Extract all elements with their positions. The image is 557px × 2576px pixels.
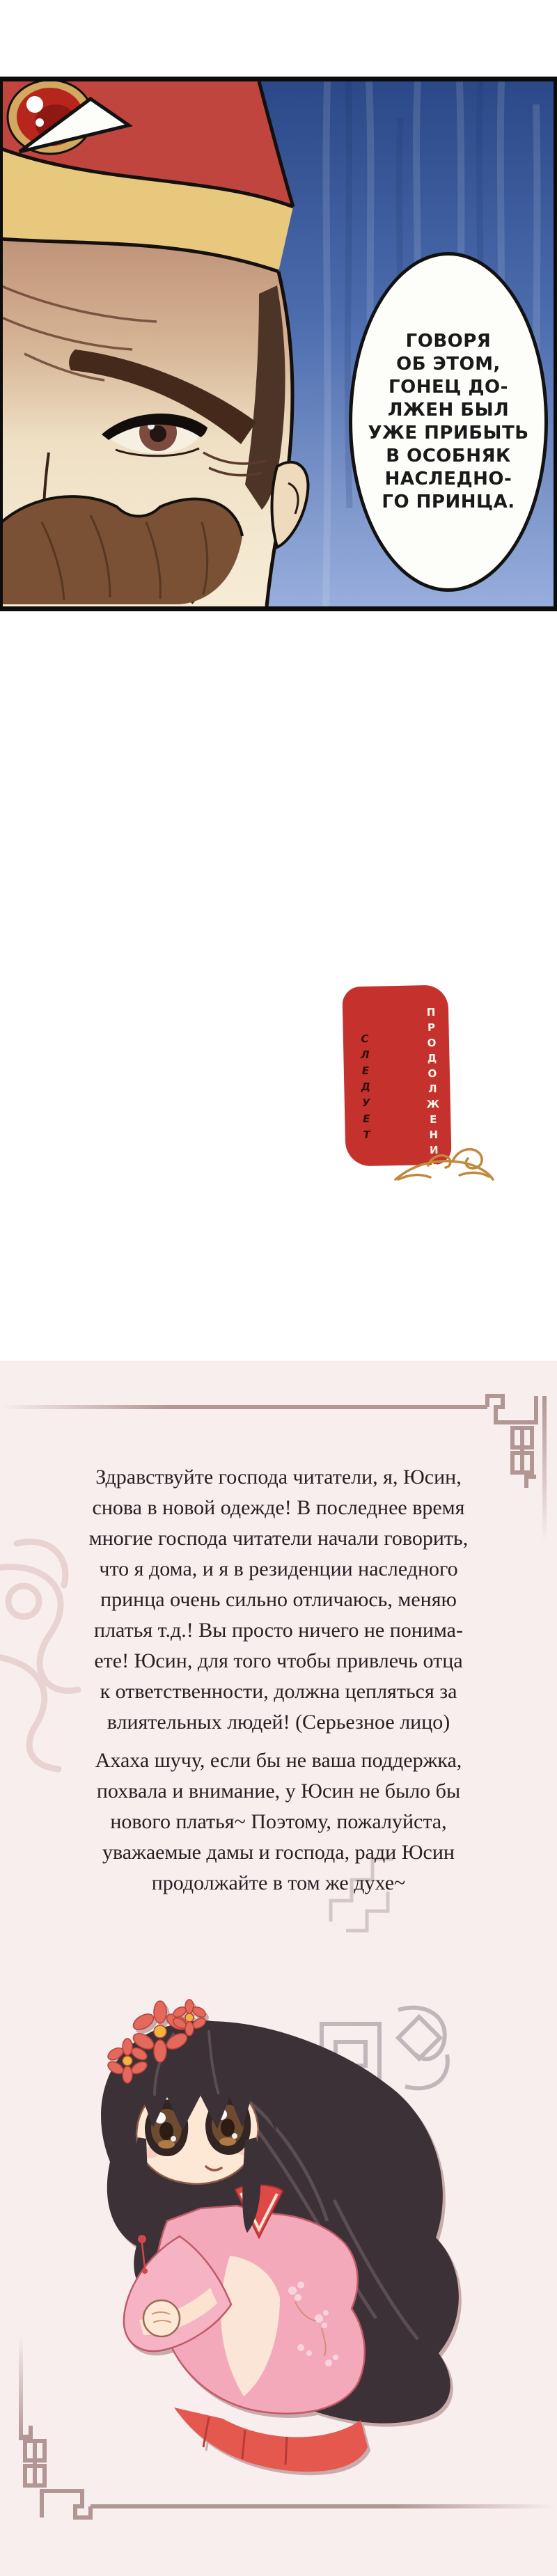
note-line: ете! Юсин, для того чтобы привлечь отца bbox=[94, 1649, 463, 1672]
speech-bubble-line: В ОСОБНЯК bbox=[386, 446, 511, 466]
note-line: многие господа читатели начали говорить, bbox=[88, 1527, 469, 1550]
speech-bubble bbox=[349, 252, 548, 592]
comic-panel bbox=[0, 77, 557, 611]
note-line: платья т.д.! Вы просто ничего не понима- bbox=[94, 1619, 463, 1642]
panel-border-bottom bbox=[0, 606, 557, 611]
note-line: влиятельных людей! (Серьезное лицо) bbox=[107, 1711, 450, 1734]
note-line: снова в новой одежде! В последнее время bbox=[92, 1496, 465, 1519]
speech-bubble-line: ГО ПРИНЦА. bbox=[382, 492, 515, 512]
note-line: к ответственности, должна цепляться за bbox=[100, 1680, 457, 1703]
cloud-ornament-icon bbox=[390, 1139, 501, 1189]
note-line: что я дома, и я в резиденции наследного bbox=[99, 1557, 458, 1580]
speech-bubble-line: ОБ ЭТОМ, bbox=[396, 354, 501, 375]
speech-bubble-line: ЛЖЕН БЫЛ bbox=[387, 400, 510, 421]
seal-text-secondary: СЛЕДУЕТ bbox=[358, 1032, 374, 1145]
note-paragraph-2 bbox=[0, 1745, 557, 1899]
fist bbox=[143, 2300, 180, 2337]
panel-border-right bbox=[554, 77, 557, 611]
note-line: Ахаха шучу, если бы не ваша поддержка, bbox=[95, 1749, 462, 1772]
speech-bubble-tail bbox=[0, 77, 139, 167]
speech-bubble-line: УЖЕ ПРИБЫТЬ bbox=[368, 423, 529, 443]
chibi-girl-illustration bbox=[0, 1991, 557, 2520]
speech-bubble-line: ГОНЕЦ ДО- bbox=[389, 377, 508, 398]
seal-text-primary: ПРОДОЛЖЕНИЕ bbox=[424, 1005, 441, 1175]
note-line: принца очень сильно отличаюсь, меняю bbox=[100, 1588, 457, 1611]
speech-bubble-line: НАСЛЕДНО- bbox=[384, 469, 512, 489]
note-line: продолжайте в том же духе~ bbox=[151, 1871, 406, 1894]
note-line: похвала и внимание, у Юсин не было бы bbox=[96, 1780, 461, 1803]
note-line: нового платья~ Поэтому, пожалуйста, bbox=[110, 1810, 447, 1833]
note-line: уважаемые дамы и господа, ради Юсин bbox=[102, 1841, 455, 1864]
speech-bubble-line: ГОВОРЯ bbox=[405, 331, 492, 352]
note-line: Здравствуйте господа читатели, я, Юсин, bbox=[95, 1466, 462, 1489]
note-paragraph-1 bbox=[0, 1462, 557, 1738]
